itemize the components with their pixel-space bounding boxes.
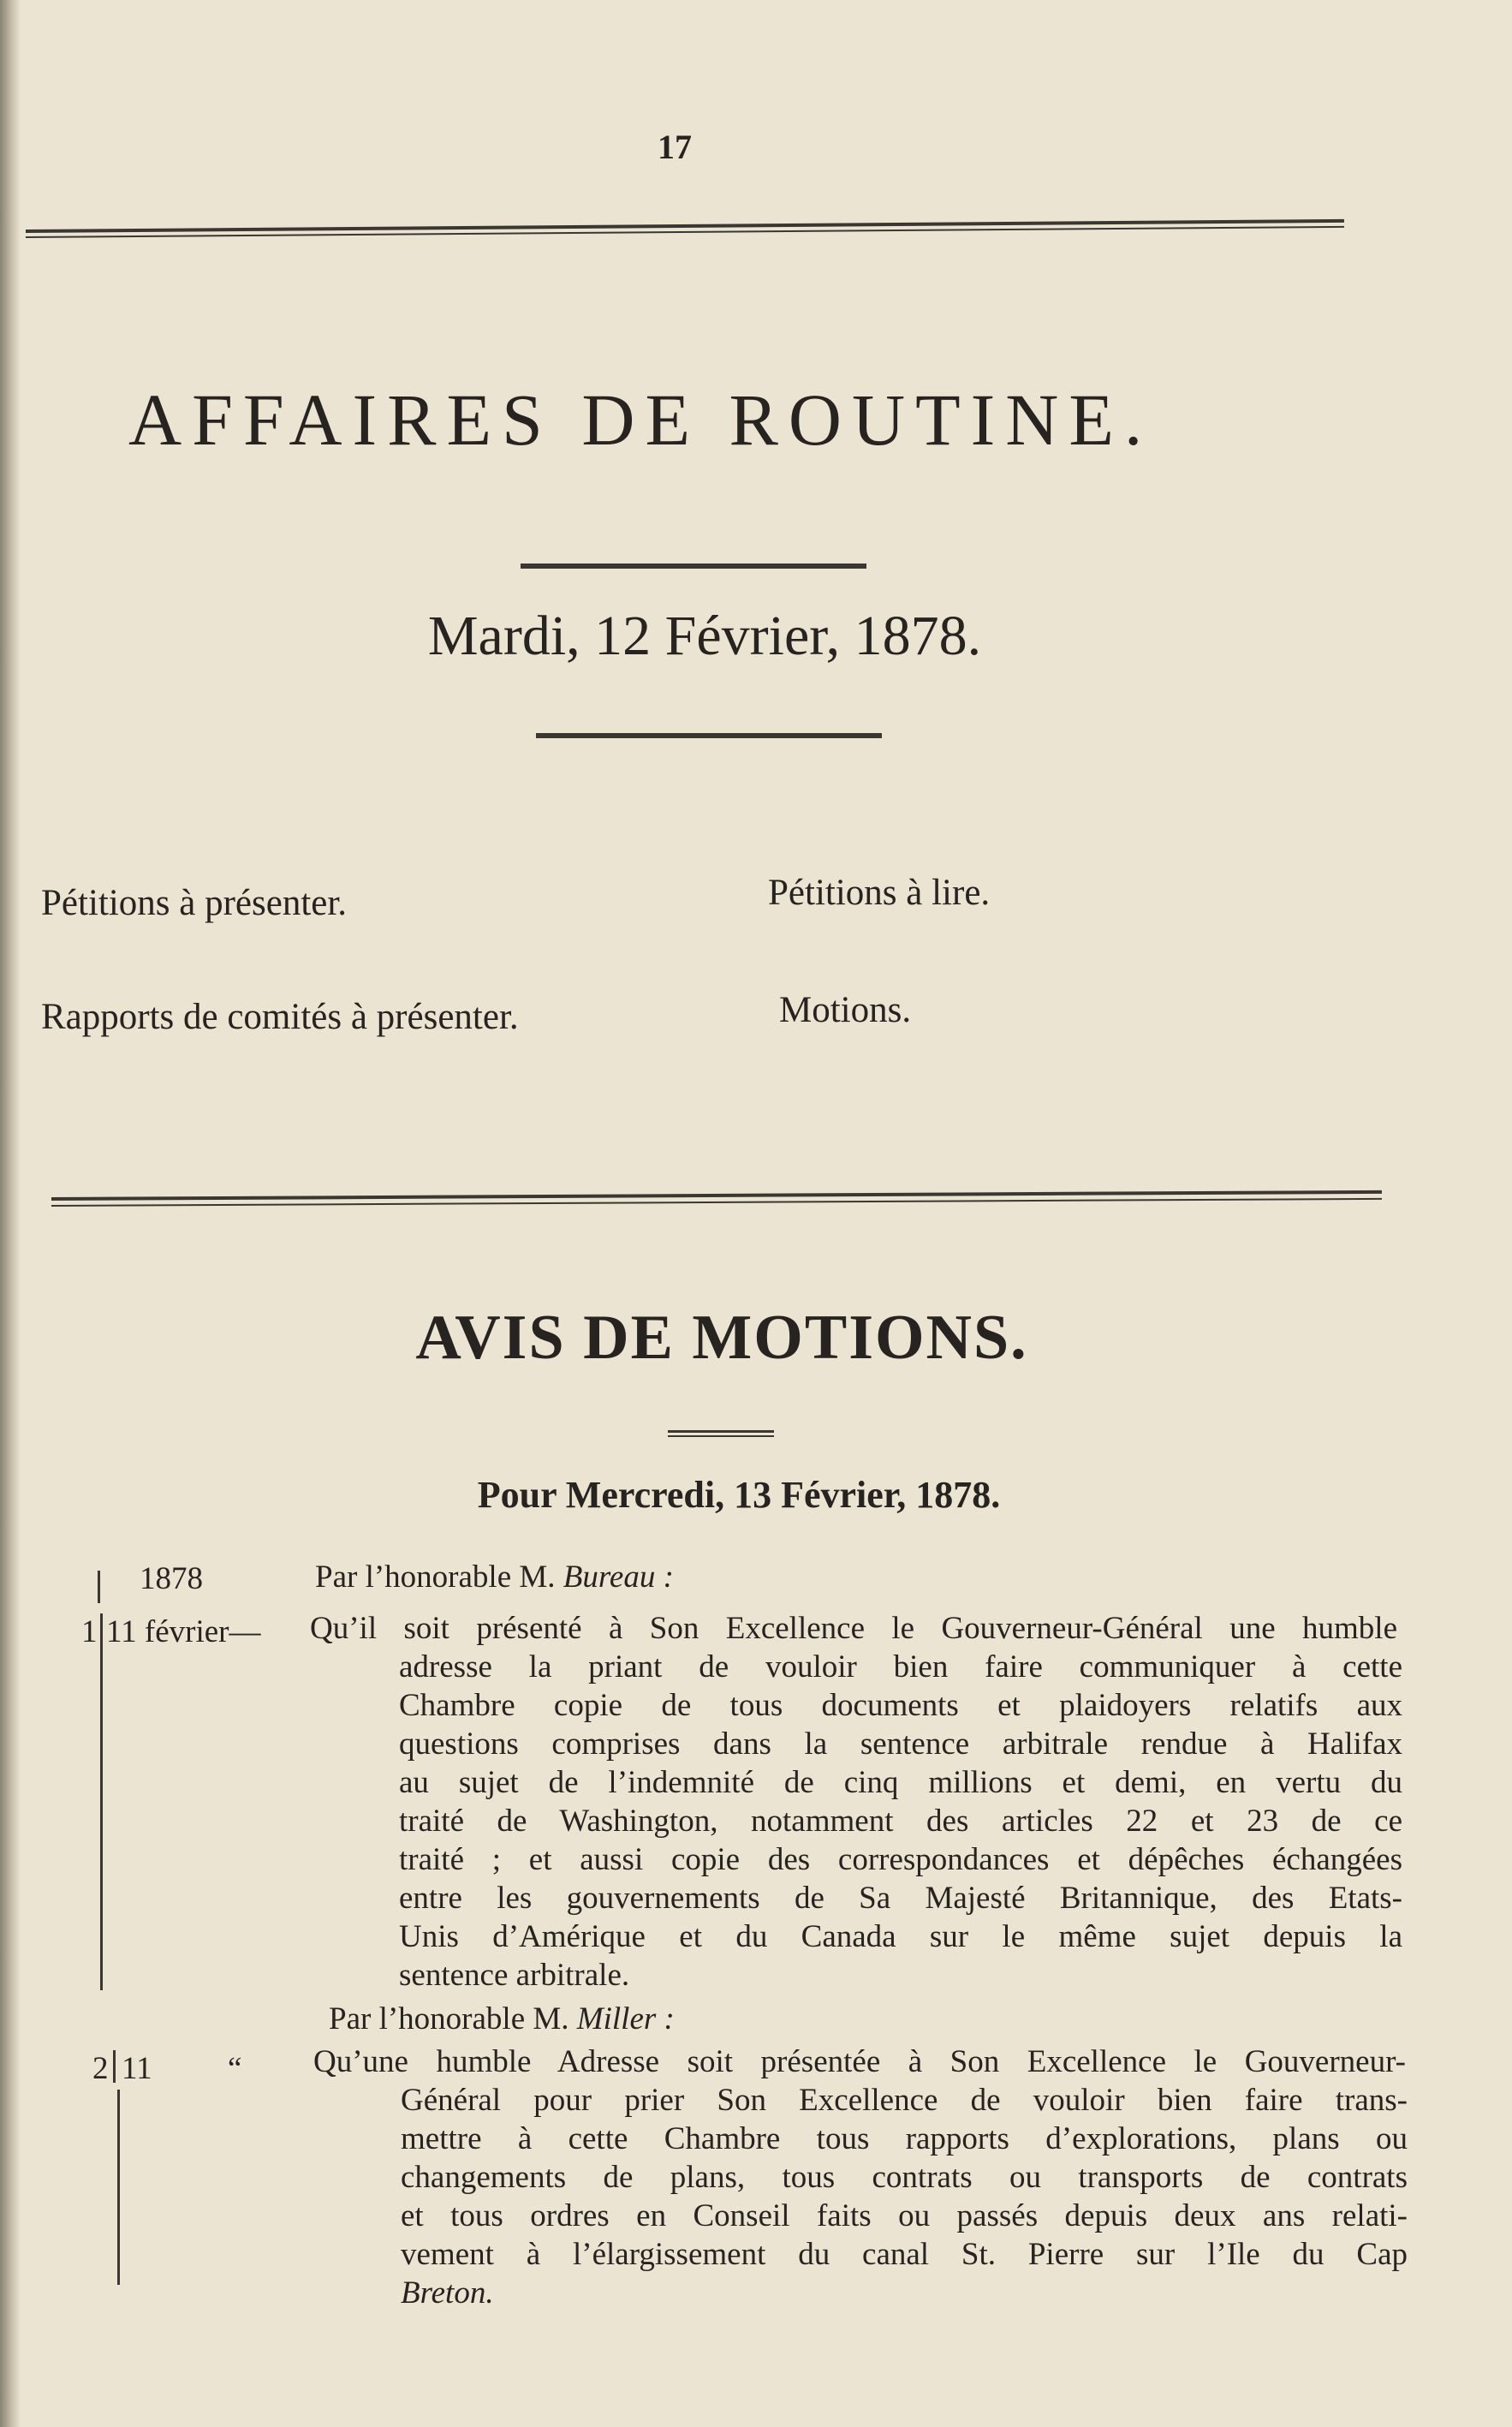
motion-2-line-7: Breton.: [401, 2275, 494, 2311]
mover-label: Par l’honorable M.: [315, 1559, 563, 1595]
motion-1-line-7: traité ; et aussi copie des correspondances et dépêches échangées: [399, 1842, 1402, 1877]
date-heading: Mardi, 12 Février, 1878.: [427, 605, 982, 667]
avis-heading: AVIS DE MOTIONS.: [415, 1303, 1028, 1373]
motion-1-number: 1: [81, 1614, 98, 1649]
motion-1-line-4: questions comprises dans la sentence arbitrale rendue à Halifax: [399, 1726, 1402, 1762]
motion-year: 1878: [140, 1561, 203, 1596]
motion-2-line-1: Qu’une humble Adresse soit présentée à Son Excellence le Gouverneur-: [313, 2044, 1406, 2079]
motions-label: Motions.: [779, 990, 912, 1030]
motion-2-date: 11: [122, 2051, 152, 2086]
motion-1-line-2: adresse la priant de vouloir bien faire communiquer à cette: [399, 1649, 1402, 1685]
motion-2-mover: [329, 2001, 675, 2037]
motion-2-line-4: changements de plans, tous contrats ou transports de contrats: [401, 2160, 1408, 2195]
motion-1-line-1: Qu’il soit présenté à Son Excellence le Gouverneur-Général une humble: [310, 1611, 1397, 1646]
petitions-lire: Pétitions à lire.: [768, 873, 991, 913]
mover-label: Par l’honorable M.: [329, 2001, 577, 2036]
mover-name: Bureau :: [563, 1559, 674, 1595]
motion-2-number: 2: [92, 2051, 109, 2086]
motion-2-line-6: vement à l’élargissement du canal St. Pierre sur l’Ile du Cap: [401, 2237, 1408, 2272]
date-divider: [536, 733, 882, 738]
motion-2-line-3: mettre à cette Chambre tous rapports d’explorations, plans ou: [401, 2121, 1408, 2156]
motion-1-body: [399, 1648, 1402, 1995]
motion-2-body: [401, 2081, 1408, 2312]
motion-2-line-2: Général pour prier Son Excellence de vouloir bien faire trans-: [401, 2083, 1408, 2118]
margin-bar-1b: [100, 1613, 103, 1990]
page-binding-shadow: [0, 0, 21, 2427]
page-number: 17: [658, 128, 692, 166]
section-title: AFFAIRES DE ROUTINE.: [128, 379, 1153, 461]
motion-1-mover: [315, 1559, 674, 1595]
motion-2-ditto: “: [228, 2051, 242, 2086]
motion-1-line-9: Unis d’Amérique et du Canada sur le même sujet depuis la: [399, 1919, 1402, 1954]
avis-divider-thin: [668, 1435, 774, 1437]
avis-divider-thick: [668, 1430, 774, 1433]
rapports-comites: Rapports de comités à présenter.: [41, 997, 519, 1037]
margin-bar-1a: [98, 1571, 100, 1603]
motion-1-line-3: Chambre copie de tous documents et plaidoyers relatifs aux: [399, 1688, 1402, 1723]
motion-1-line-5: au sujet de l’indemnité de cinq millions et demi, en vertu du: [399, 1765, 1402, 1800]
pour-date-heading: Pour Mercredi, 13 Février, 1878.: [477, 1474, 1001, 1516]
mover-name: Miller :: [576, 2001, 675, 2036]
title-divider: [521, 564, 866, 569]
motion-1-line-10: sentence arbitrale.: [399, 1958, 630, 1993]
margin-bar-2a: [113, 2050, 116, 2083]
motion-1-line-6: traité de Washington, notamment des articles 22 et 23 de ce: [399, 1804, 1402, 1839]
motion-2-line-5: et tous ordres en Conseil faits ou passés depuis deux ans relati-: [401, 2198, 1408, 2233]
margin-bar-2b: [117, 2090, 120, 2285]
petitions-presenter: Pétitions à présenter.: [41, 883, 348, 923]
motion-1-date: 11 février—: [106, 1614, 261, 1649]
motion-1-line-8: entre les gouvernements de Sa Majesté Britannique, des Etats-: [399, 1881, 1402, 1916]
